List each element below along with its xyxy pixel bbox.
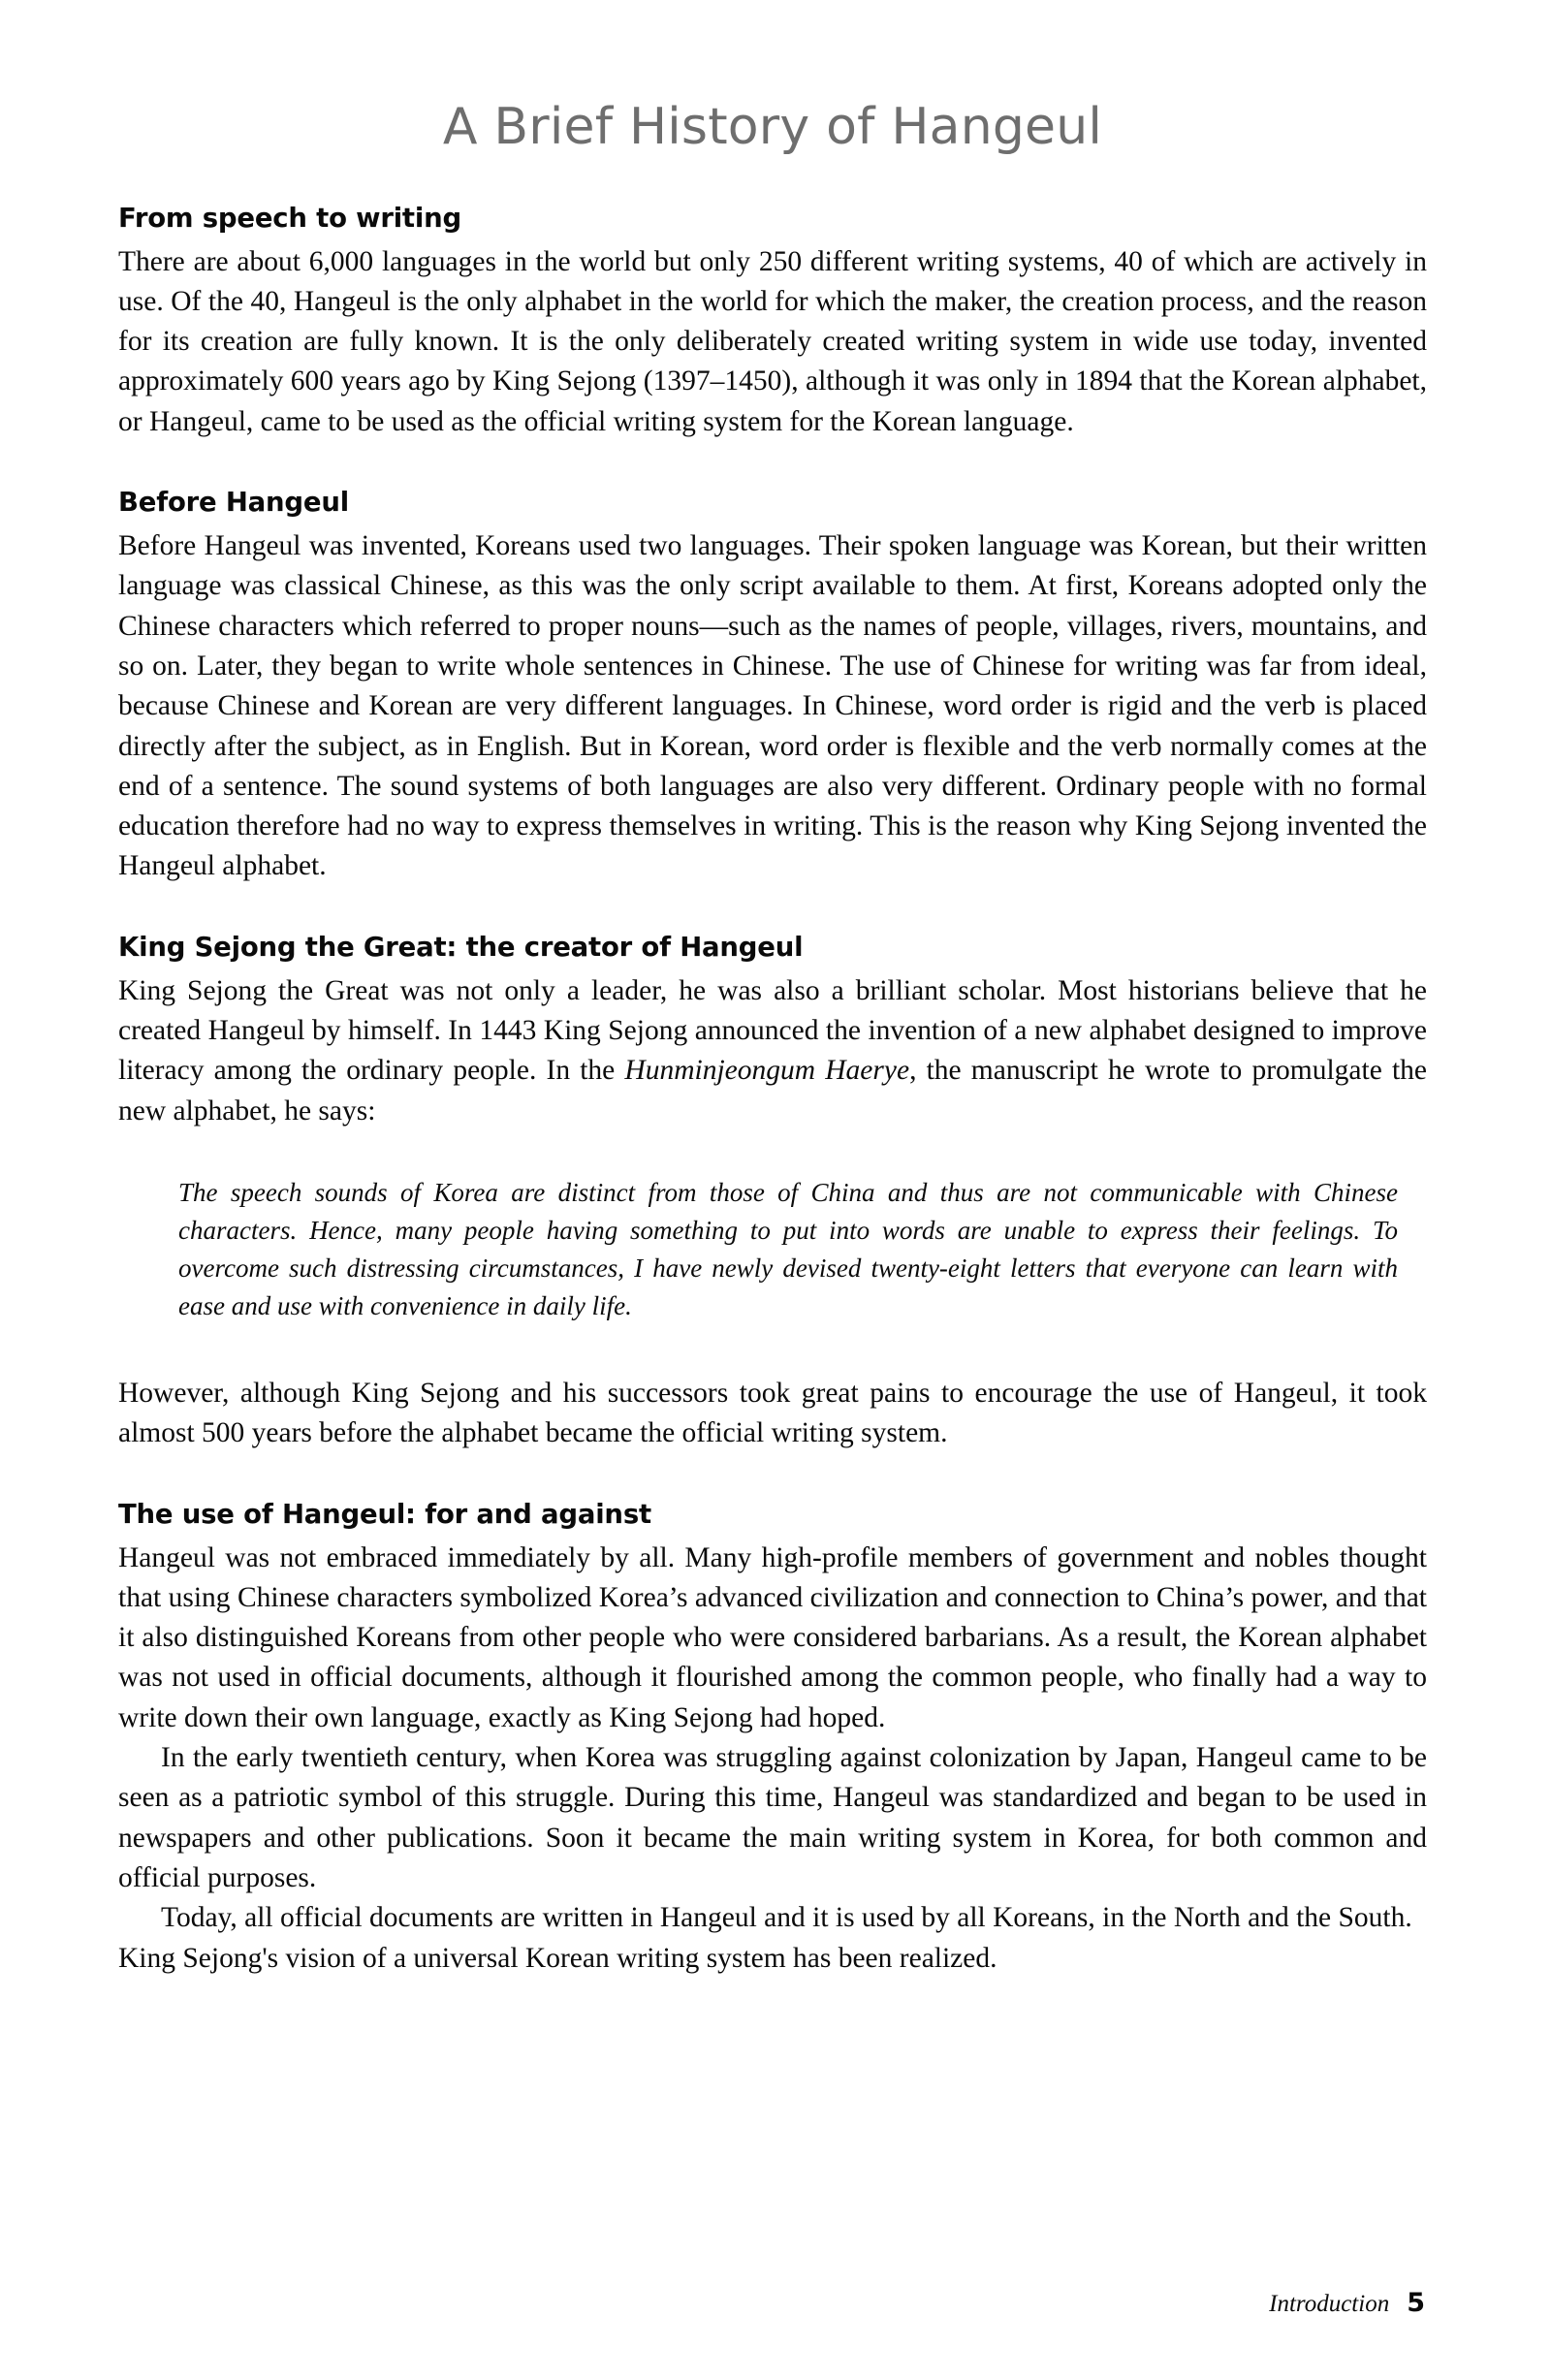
page-footer — [0, 2288, 1425, 2318]
paragraph: Today, all official documents are written in Hangeul and it is used by all Koreans, in the North and the South. King Sejong's vision of a universal Korean writing system has been realized. — [118, 1902, 1412, 1974]
paragraph: In the early twentieth century, when Korea was struggling against colonization by Japan, Hangeul came to be seen as a patriotic symbol of this struggle. During this time, Hangeul was standardized and began to be used in newspapers and other publications. Soon it became the main writing system in Korea, for both common and official purposes. — [118, 1742, 1427, 1893]
work-title-italic: Haerye — [825, 1055, 910, 1087]
paragraph-text-part — [815, 1055, 825, 1086]
section-heading-before-hangeul: Before Hangeul — [118, 487, 349, 519]
footer-section-label: Introduction — [1269, 2291, 1390, 2317]
section-heading-from-speech-to-writing: From speech to writing — [118, 202, 461, 234]
paragraph: There are about 6,000 languages in the world but only 250 different writing systems, 40 of which are actively in use. Of the 40, Hangeul is the only alphabet in the world for which the maker, the creation process, and the reason for its creation are fully known. It is the only deliberately created writing system in wide use today, invented approximately 600 years ago by King Sejong (1397–1450), although it was only in 1894 that the Korean alphabet, or Hangeul, came to be used as the official writing system for the Korean language. — [118, 245, 1427, 437]
paragraph-text-part: King Sejong the Great was not only a leader, he was also a brilliant scholar. Most historians believe that he created Hangeul by himself. In 1443 King Sejong announced the invention of a new alphabet designed to improve literacy among the ordinary people. In the — [118, 974, 1427, 1087]
section-heading-king-sejong-the-great: King Sejong the Great: the creator of Hangeul — [118, 931, 804, 963]
section-heading-the-use-of-hangeul: The use of Hangeul: for and against — [118, 1498, 651, 1530]
page-title: A Brief History of Hangeul — [442, 98, 1103, 156]
paragraph — [118, 964, 1427, 1131]
blockquote-text: The speech sounds of Korea are distinct from those of China and thus are not communicable with Chinese characters. Hence, many people having something to put into words are unable to express their feelings. To overcome such distressing circumstances, I have newly devised twenty-eight letters that everyone can learn with ease and use with convenience in daily life. — [178, 1177, 1398, 1320]
paragraph: Before Hangeul was invented, Koreans used two languages. Their spoken language was Korean, but their written language was classical Chinese, as this was the only script available to them. At first, Koreans adopted only the Chinese characters which referred to proper nouns—such as the names of people, villages, rivers, mountains, and so on. Later, they began to write whole sentences in Chinese. The use of Chinese for writing was far from ideal, because Chinese and Korean are very different languages. In Chinese, word order is rigid and the verb is placed directly after the subject, as in English. But in Korean, word order is flexible and the verb normally comes at the end of a sentence. The sound systems of both languages are also very different. Ordinary people with no formal education therefore had no way to express themselves in writing. This is the reason why King Sejong invented the Hangeul alphabet. — [118, 530, 1427, 882]
work-title-italic: Hunminjeongum — [624, 1055, 816, 1087]
footer-page-number: 5 — [1407, 2288, 1425, 2318]
paragraph: However, although King Sejong and his successors took great pains to encourage the use of Hangeul, it took almost 500 years before the alphabet became the official writing system. — [118, 1377, 1427, 1449]
paragraph-text-part: , the manuscript he wrote to promulgate the new alphabet, he says: — [118, 1055, 1427, 1127]
blockquote — [118, 1131, 1427, 1325]
page-content — [118, 0, 1427, 1979]
paragraph: Hangeul was not embraced immediately by all. Many high-profile members of government and nobles thought that using Chinese characters symbolized Korea’s advanced civilization and connection to China’s power, and that it also distinguished Koreans from other people who were considered barbarians. As a result, the Korean alphabet was not used in official documents, although it flourished among the common people, who finally had a way to write down their own language, exactly as King Sejong had hoped. — [118, 1541, 1427, 1733]
